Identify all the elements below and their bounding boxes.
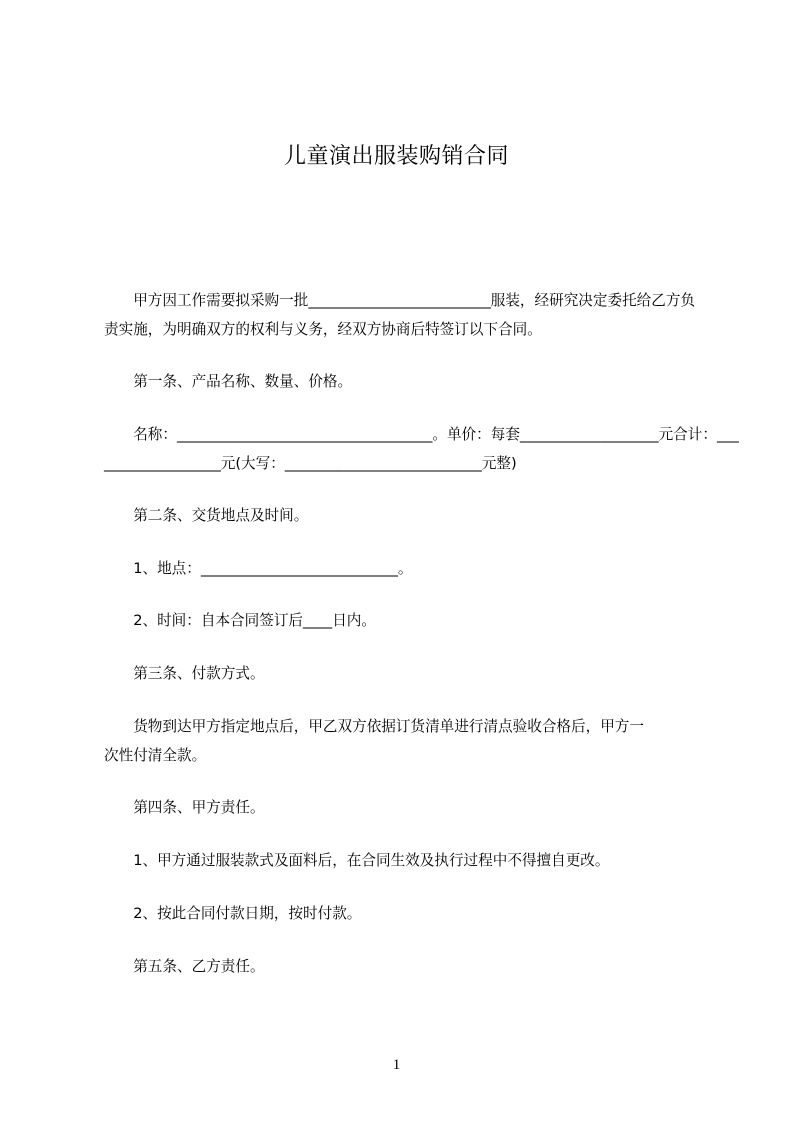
article5-heading: 第五条、乙方责任。: [104, 958, 265, 975]
article3-heading: 第三条、付款方式。: [104, 665, 265, 682]
paragraph-intro-line1: 甲方因工作需要拟采购一批_________________________服装，经研究决定委托给乙方负: [104, 292, 696, 309]
document-title: 儿童演出服装购销合同: [283, 144, 509, 169]
article3-line1: 货物到达甲方指定地点后，甲乙双方依据订货清单进行清点验收合格后，甲方一: [104, 718, 644, 735]
article4-heading: 第四条、甲方责任。: [104, 799, 265, 816]
article4-item2: 2、按此合同付款日期，按时付款。: [104, 905, 362, 922]
page-number: 1: [392, 1057, 401, 1073]
article1-line1: 名称：___________________________________。单价：每套___________________元合计：___: [104, 426, 739, 443]
paragraph-intro-line2: 责实施，为明确双方的权利与义务，经双方协商后特签订以下合同。: [104, 321, 542, 338]
article2-heading: 第二条、交货地点及时间。: [104, 507, 309, 524]
article2-item-time: 2、时间：自本合同签订后____日内。: [104, 612, 376, 629]
article1-heading: 第一条、产品名称、数量、价格。: [104, 373, 353, 390]
article4-item1: 1、甲方通过服装款式及面料后，在合同生效及执行过程中不得擅自更改。: [104, 852, 610, 869]
article1-line2: ________________元(大写：___________________________元整): [104, 455, 517, 472]
article3-line2: 次性付清全款。: [104, 747, 207, 764]
article2-item-location: 1、地点：___________________________。: [104, 560, 413, 577]
